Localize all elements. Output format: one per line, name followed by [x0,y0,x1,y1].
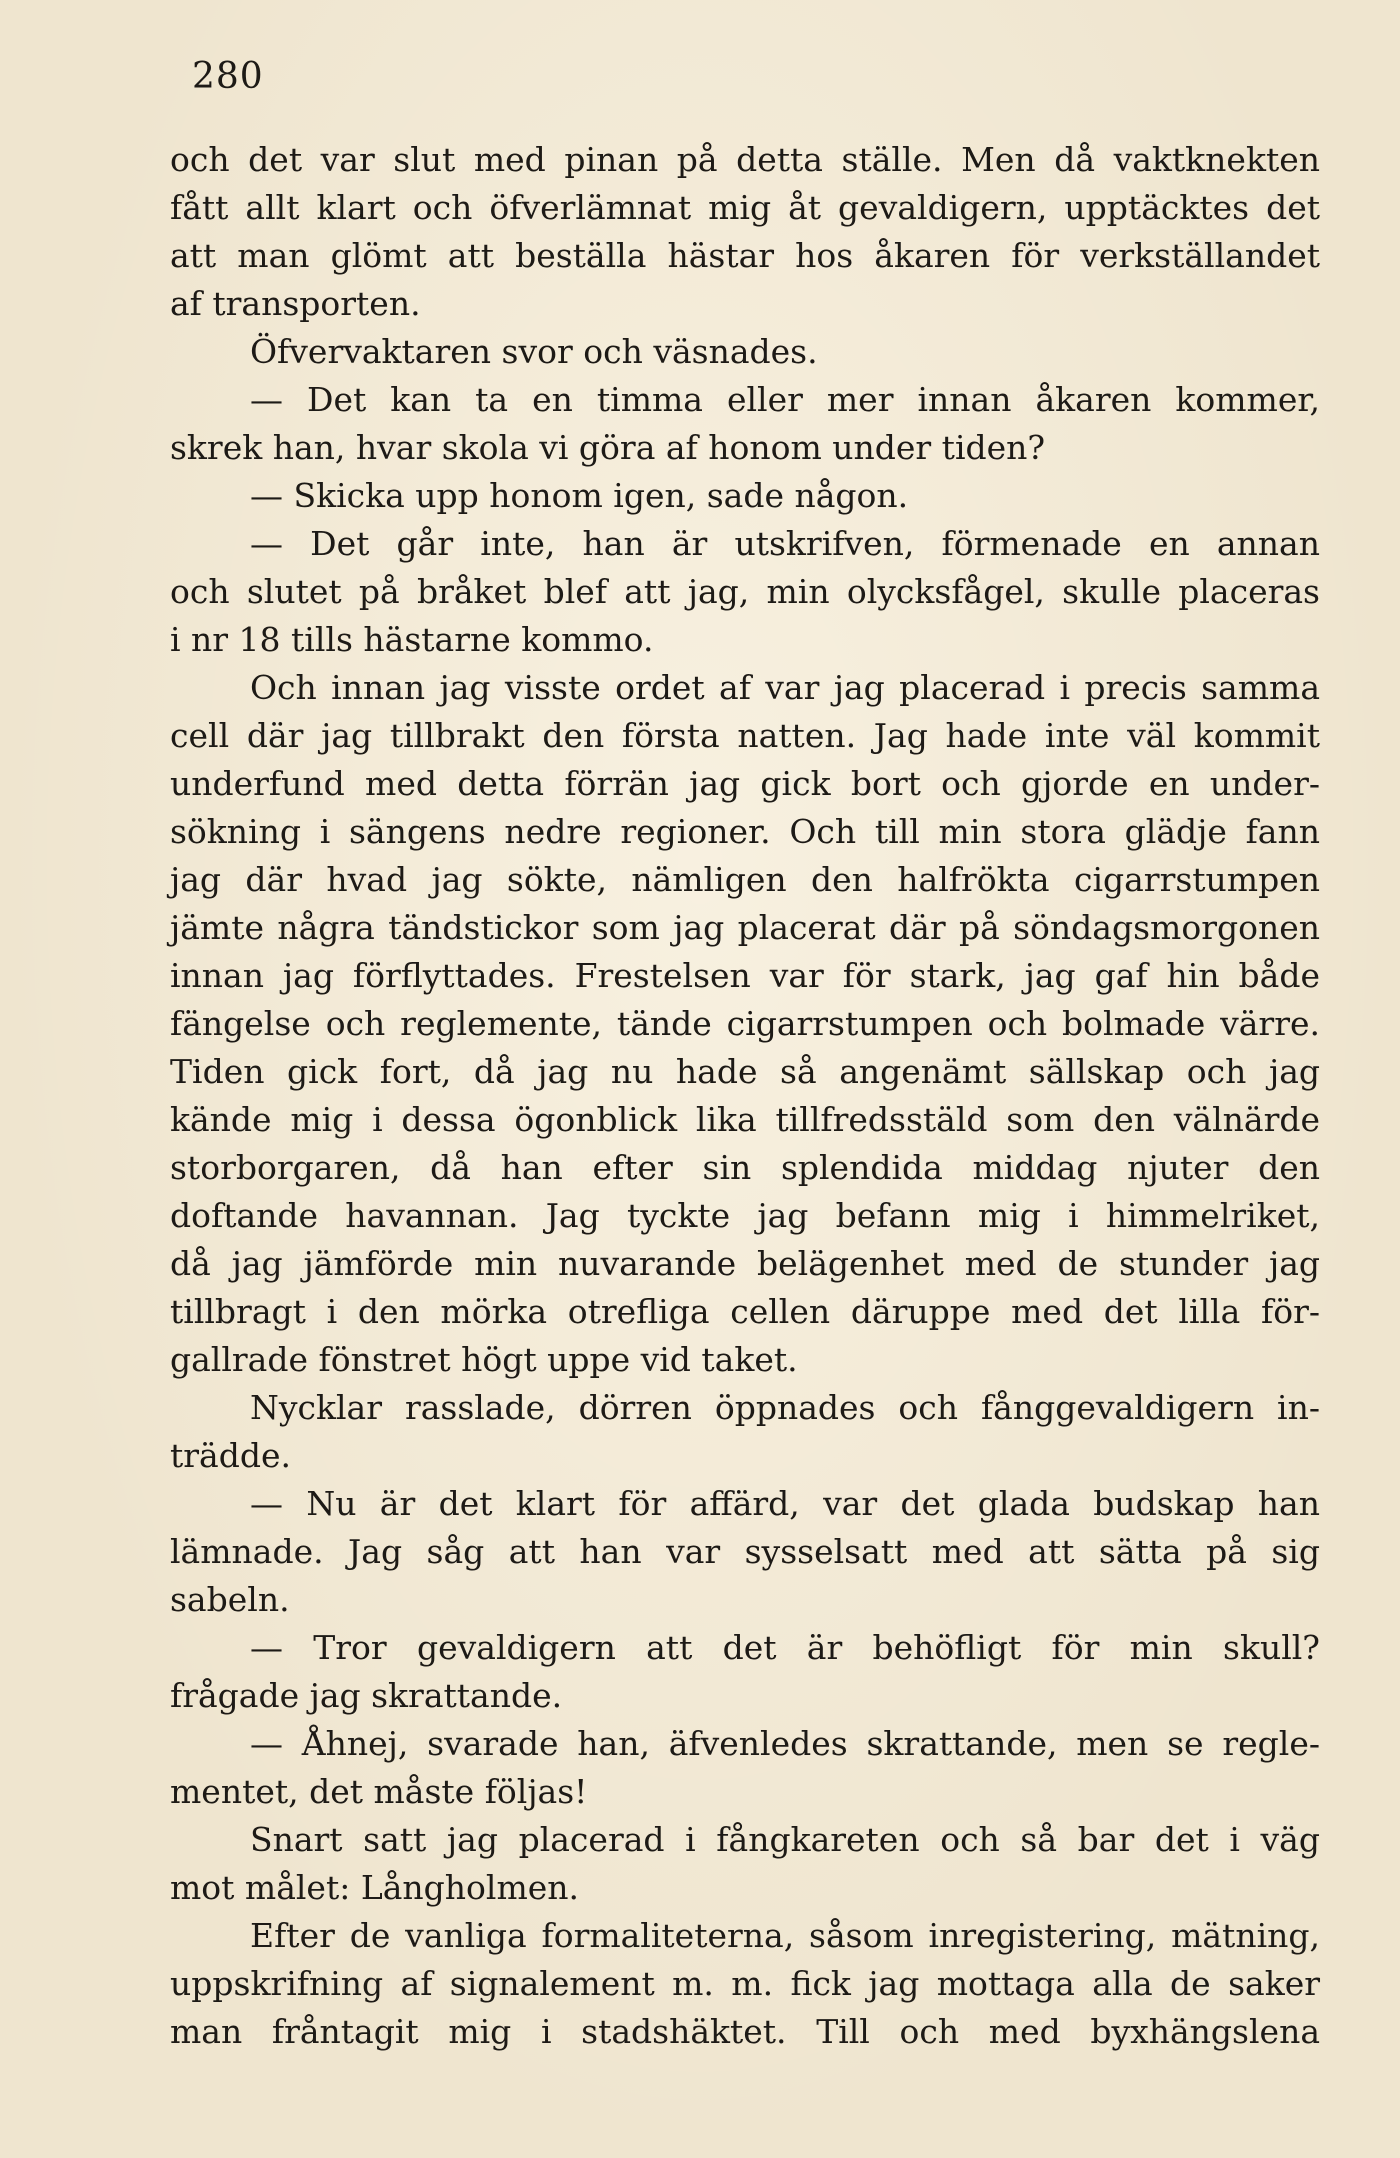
text-line: man fråntagit mig i stadshäktet. Till och med byxhängslena [170,2012,1320,2051]
text-line: skrek han, hvar skola vi göra af honom under tiden? [170,428,1046,467]
text-line: storborgaren, då han efter sin splendida middag njuter den [170,1148,1320,1187]
text-line: kände mig i dessa ögonblick lika tillfredsstäld som den välnärde [170,1100,1320,1139]
text-line: underfund med detta förrän jag gick bort och gjorde en under- [170,764,1320,803]
text-line: — Åhnej, svarade han, äfvenledes skrattande, men se regle- [250,1724,1320,1763]
page-number: 280 [192,56,264,97]
text-line: lämnade. Jag såg att han var sysselsatt med att sätta på sig [170,1532,1320,1571]
text-line: Tiden gick fort, då jag nu hade så angenämt sällskap och jag [170,1052,1320,1091]
text-line: jämte några tändstickor som jag placerat där på söndagsmorgonen [170,908,1320,947]
text-line: doftande havannan. Jag tyckte jag befann mig i himmelriket, [170,1196,1320,1235]
text-line: innan jag förflyttades. Frestelsen var för stark, jag gaf hin både [170,956,1320,995]
text-line: — Tror gevaldigern att det är behöfligt för min skull? [250,1628,1320,1667]
text-line: trädde. [170,1436,291,1475]
text-line: jag där hvad jag sökte, nämligen den halfrökta cigarrstumpen [170,860,1320,899]
body-text [170,136,1320,2056]
text-line: Nycklar rasslade, dörren öppnades och fånggevaldigern in- [250,1388,1320,1427]
text-line: gallrade fönstret högt uppe vid taket. [170,1340,798,1379]
text-line: och slutet på bråket blef att jag, min olycksfågel, skulle placeras [170,572,1320,611]
text-line: då jag jämförde min nuvarande belägenhet med de stunder jag [170,1244,1320,1283]
text-line: — Nu är det klart för affärd, var det glada budskap han [250,1484,1320,1523]
text-line: mentet, det måste följas! [170,1772,588,1811]
text-line: — Det går inte, han är utskrifven, förmenade en annan [250,524,1320,563]
text-line: Efter de vanliga formaliteterna, såsom inregistering, mätning, [250,1916,1320,1955]
text-line: sökning i sängens nedre regioner. Och till min stora glädje fann [170,812,1320,851]
text-line: uppskrifning af signalement m. m. fick jag mottaga alla de saker [170,1964,1320,2003]
text-line: — Skicka upp honom igen, sade någon. [250,476,909,515]
text-line: cell där jag tillbrakt den första natten. Jag hade inte väl kommit [170,716,1320,755]
text-line: mot målet: Långholmen. [170,1868,580,1907]
text-line: sabeln. [170,1580,290,1619]
text-line: i nr 18 tills hästarne kommo. [170,620,654,659]
text-line: fängelse och reglemente, tände cigarrstumpen och bolmade värre. [170,1004,1320,1043]
text-line: Snart satt jag placerad i fångkareten och så bar det i väg [250,1820,1320,1859]
text-line: att man glömt att beställa hästar hos åkaren för verkställandet [170,236,1320,275]
text-line: — Det kan ta en timma eller mer innan åkaren kommer, [250,380,1320,419]
text-line: Öfvervaktaren svor och väsnades. [250,332,818,371]
text-line: Och innan jag visste ordet af var jag placerad i precis samma [250,668,1320,707]
text-line: tillbragt i den mörka otrefliga cellen däruppe med det lilla för- [170,1292,1320,1331]
text-line: fått allt klart och öfverlämnat mig åt gevaldigern, upptäcktes det [170,188,1320,227]
text-line: frågade jag skrattande. [170,1676,563,1715]
text-line: af transporten. [170,284,421,323]
text-line: och det var slut med pinan på detta ställe. Men då vaktknekten [170,140,1320,179]
